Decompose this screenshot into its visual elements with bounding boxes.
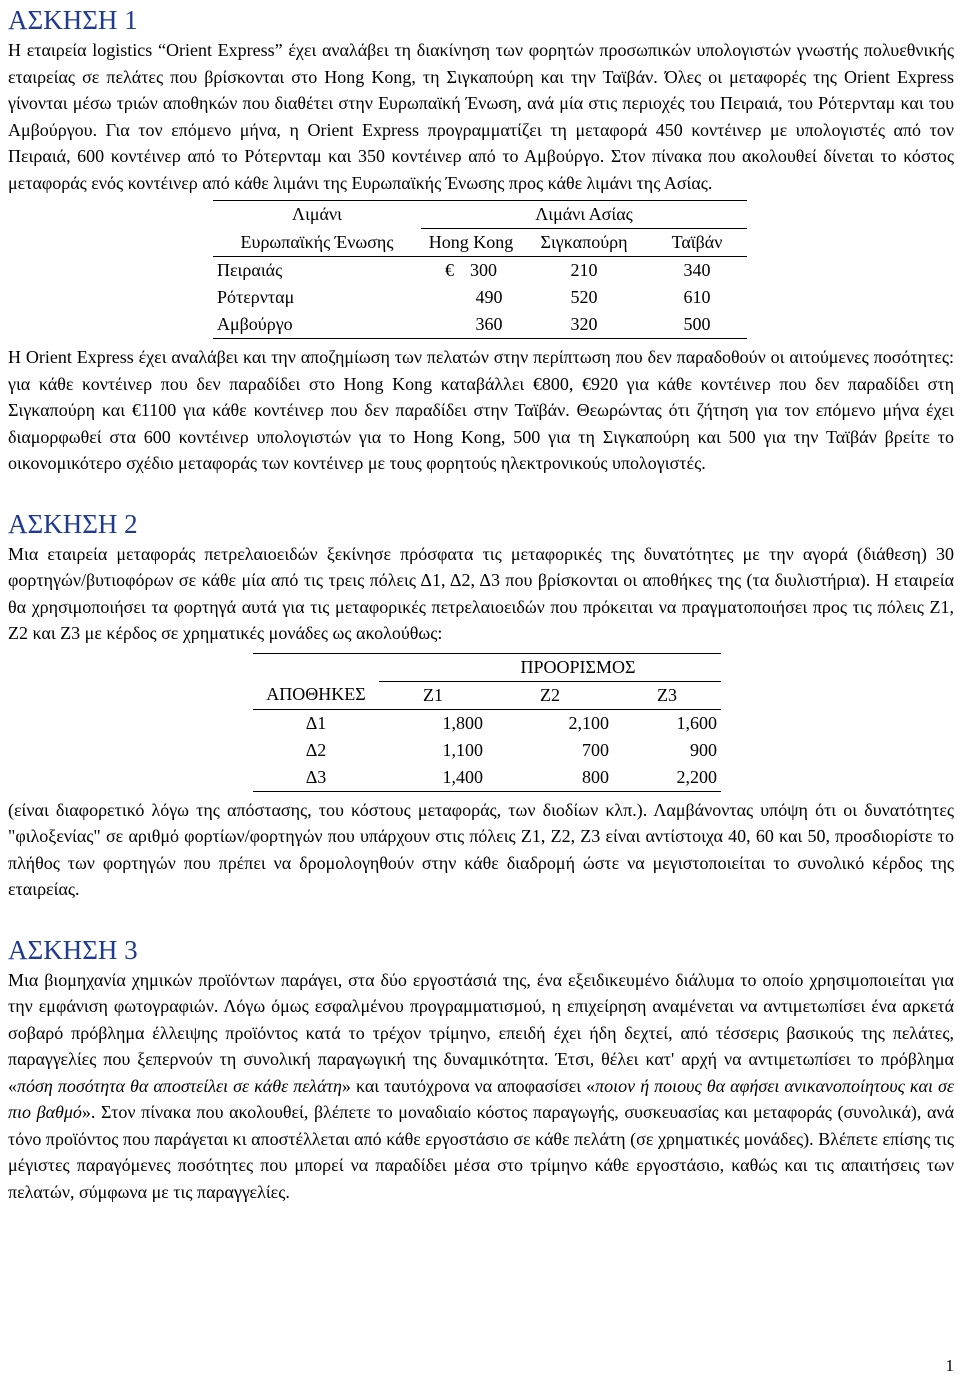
row-port: Ρότερνταμ <box>217 287 295 307</box>
row-port: Πειραιάς <box>217 260 283 280</box>
row-store: Δ1 <box>305 712 327 733</box>
exercise-2-title: ΑΣΚΗΣΗ 2 <box>8 508 138 539</box>
table-cell: 500 <box>647 311 747 339</box>
table-cell: 320 <box>521 311 647 339</box>
table-cell: 1,800 <box>442 712 483 733</box>
cost-table-header-eu: Ευρωπαϊκής Ένωσης <box>213 229 421 257</box>
table-cell: 210 <box>570 260 598 280</box>
euro-sign: € <box>445 260 454 280</box>
exercise-2-paragraph-2: (είναι διαφορετικό λόγω της απόστασης, του κόστους μεταφοράς, των διοδίων κλπ.). Λαμβάνοντας υπόψη ότι οι δυνατότητες "φιλοξενίας" σε αριθμό φορτίων/φορτηγών που υπάρχουν στις πόλεις Ζ1, Ζ2, Ζ3 είναι αντίστοιχα 40, 60 και 50, προσδιορίστε το πλήθος των φορτηγών που πρέπει να δρομολογηθούν στην κάθε διαδρομή ώστε να μεγιστοποιείται το συνολικό κέρδος της εταιρείας. <box>8 799 954 899</box>
cost-table-col-taiwan: Ταϊβάν <box>647 229 747 257</box>
table-cell: 360 <box>421 311 521 339</box>
exercise-1-paragraph-1: Η εταιρεία logistics “Orient Express” έχει αναλάβει τη διακίνηση των φορητών προσωπικών υπολογιστών γνωστής πολυεθνικής εταιρείας σε πελάτες που βρίσκονται στο Hong Kong, τη Σιγκαπούρη και την Ταϊβάν. Όλες οι μεταφορές της Orient Express γίνονται μέσω τριών αποθηκών που διαθέτει στην Ευρωπαϊκή Ένωση, ανά μία στις περιοχές του Πειραιά, του Ρότερνταμ και του Αμβούργου. Για τον επόμενο μήνα, η Orient Express προγραμματίζει τη μεταφορά 450 κοντέινερ με υπολογιστές από τον Πειραιά, 600 κοντέινερ από το Ρότερνταμ και 350 κοντέινερ από το Αμβούργο. Στον πίνακα που ακολουθεί δίνεται το κόστος μεταφοράς ενός κοντέινερ από κάθε λιμάνι της Ευρωπαϊκής Ένωσης προς κάθε λιμάνι της Ασίας. <box>8 40 954 193</box>
table-cell: 2,200 <box>613 764 721 792</box>
document-page <box>8 0 954 1205</box>
exercise-3-paragraph: Μια βιομηχανία χημικών προϊόντων παράγει, στα δύο εργοστάσιά της, ένα εξειδικευμένο διάλυμα το οποίο χρησιμοποιείται για την εμφάνιση φωτογραφιών. Λόγω όμως εσφαλμένου προγραμματισμού, η επιχείρηση αναμένεται να αντιμετωπίσει ένα αρκετά σοβαρό πρόβλημα έλλειψης προϊόντος κατά το τρέχον τρίμηνο, επειδή έχει ήδη δεχτεί, από τέσσερις βασικούς της πελάτες, παραγγελίες που ξεπερνούν τη συνολική παραγωγική της δυναμικότητα. Έτσι, θέλει κατ' αρχή να αντιμετωπίσει το πρόβλημα «πόση ποσότητα θα αποστείλει σε κάθε πελάτη» και ταυτόχρονα να αποφασίσει «ποιον ή ποιους θα αφήσει ανικανοποίητους και σε πιο βαθμό». Στον πίνακα που ακολουθεί, βλέπετε το μοναδιαίο κόστος παραγωγής, συσκευασίας και μεταφοράς (συνολικά), ανά τόνο προϊόντος που παράγεται κι αποστέλλεται από κάθε εργοστάσιο σε κάθε πελάτη (σε χρηματικές μονάδες). Βλέπετε επίσης τις μέγιστες παραγόμενες ποσότητες που μπορεί να παραδίδει μέσα στο τρίμηνο κάθε εργοστάσιο, καθώς και τις απαιτήσεις των πελατών, σύμφωνα με τις παραγγελίες. <box>8 969 955 1202</box>
cost-table-header-asia: Λιμάνι Ασίας <box>421 201 747 229</box>
cost-table-col-singapore: Σιγκαπούρη <box>521 229 647 257</box>
table-cell: 1,100 <box>442 739 483 760</box>
exercise-3-title: ΑΣΚΗΣΗ 3 <box>8 934 138 965</box>
exercise-1-paragraph-2: Η Orient Express έχει αναλάβει και την αποζημίωση των πελατών στην περίπτωση που δεν παραδοθούν οι αιτούμενες ποσότητες: για κάθε κοντέινερ που δεν παραδίδει στο Hong Kong καταβάλλει €800, €920 για κάθε κοντέινερ που δεν παραδίδει στη Σιγκαπούρη και €1100 για κάθε κοντέινερ που δεν παραδίδει στην Ταϊβάν. Θεωρώντας ότι ζήτηση για τον επόμενο μήνα έχει διαμορφωθεί στα 600 κοντέινερ υπολογιστών για το Hong Kong, 500 για τη Σιγκαπούρη και 500 για την Ταϊβάν βρείτε το οικονομικότερο σχέδιο μεταφοράς των κοντέινερ με τους φορητούς ηλεκτρονικούς υπολογιστές. <box>8 347 954 473</box>
row-store: Δ3 <box>253 764 379 792</box>
table-cell: 700 <box>582 739 609 760</box>
table-cell: 340 <box>683 260 711 280</box>
profit-table-col-z1: Ζ1 <box>379 681 487 709</box>
cost-table-header-port: Λιμάνι <box>213 201 421 229</box>
table-cell: 1,400 <box>379 764 487 792</box>
exercise-1-title: ΑΣΚΗΣΗ 1 <box>8 5 138 35</box>
table-row <box>213 311 747 339</box>
profit-table-header-destination: ΠΡΟΟΡΙΣΜΟΣ <box>379 653 721 681</box>
italic-phrase-1: πόση ποσότητα θα αποστείλει σε κάθε πελάτη <box>17 1075 342 1096</box>
profit-table-col-z2: Ζ2 <box>487 681 613 709</box>
table-cell: 900 <box>690 739 717 760</box>
page-number: 1 <box>945 1356 954 1375</box>
exercise-2-paragraph-1: Μια εταιρεία μεταφοράς πετρελαιοειδών ξεκίνησε πρόσφατα τις μεταφορικές της δυνατότητες με την αγορά (διάθεση) 30 φορτηγών/βυτιοφόρων σε κάθε μία από τις τρεις πόλεις Δ1, Δ2, Δ3 που βρίσκονται οι αποθήκες της (τα διυλιστήρια). Η εταιρεία θα χρησιμοποιήσει τα φορτηγά αυτά για τις μεταφορικές πετρελαιοειδών που πρόκειται να πραγματοποιήσει προς τις πόλεις Ζ1, Ζ2 και Ζ3 με κέρδος σε χρηματικές μονάδες ως ακολούθως: <box>8 543 954 643</box>
row-port: Αμβούργο <box>213 311 421 339</box>
profit-table <box>253 653 721 792</box>
italic-phrase-2: ποιον ή ποιους θα αφήσει ανικανοποίητους και σε πιο βαθμό <box>8 1075 954 1122</box>
table-row <box>253 737 721 764</box>
table-cell: 610 <box>683 287 711 307</box>
row-store: Δ2 <box>305 739 327 760</box>
table-cell: 490 <box>475 287 503 307</box>
table-cell: 520 <box>570 287 598 307</box>
cost-table-col-hongkong: Hong Kong <box>421 229 521 257</box>
cost-table <box>213 200 747 339</box>
profit-table-header-stores: ΑΠΟΘΗΚΕΣ <box>253 681 379 709</box>
table-row <box>213 257 747 285</box>
profit-table-col-z3: Ζ3 <box>613 681 721 709</box>
table-cell: € 300 <box>445 260 497 280</box>
table-cell: 2,100 <box>568 712 609 733</box>
table-row <box>253 764 721 792</box>
table-cell: 800 <box>487 764 613 792</box>
table-row <box>213 284 747 311</box>
table-cell: 1,600 <box>676 712 717 733</box>
table-row <box>253 709 721 737</box>
